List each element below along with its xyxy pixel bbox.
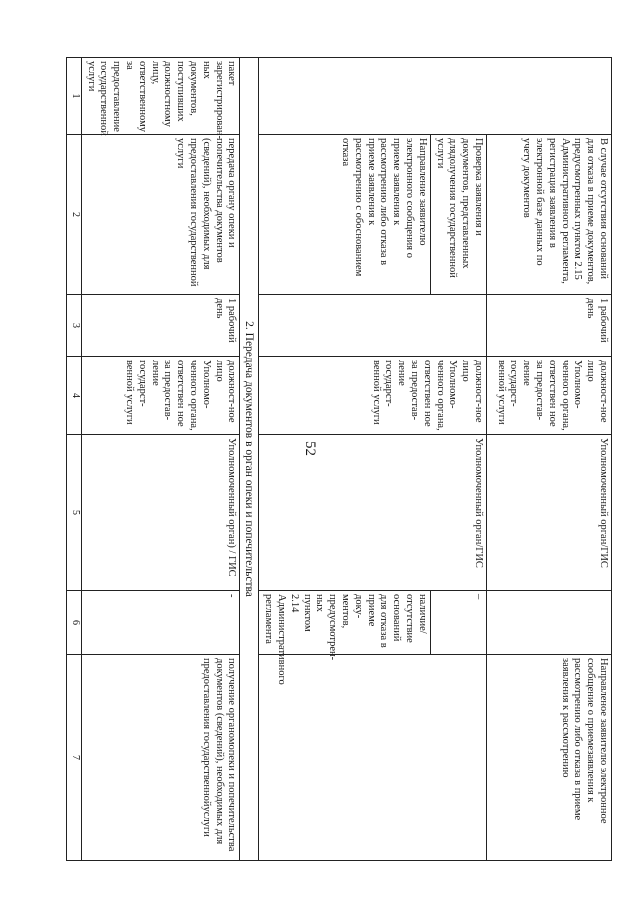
cell-c7 bbox=[259, 655, 487, 861]
cell-c4: должност-ное лицо Уполномо-ченного органа, ответствен ное за предостав-ление государст-венной услуги bbox=[487, 357, 612, 435]
column-number: 1 bbox=[66, 58, 81, 135]
cell-c2: Направление заявителю электронного сообщения о приеме заявления к рассмотрению либо отказа в приеме заявления к рассмотрению с обоснованием отказа bbox=[259, 135, 430, 295]
section-row bbox=[240, 58, 259, 861]
cell-c1 bbox=[259, 58, 612, 135]
regulation-table bbox=[66, 57, 612, 861]
cell-c3: 1 рабочий день bbox=[487, 295, 612, 357]
cell-c6 bbox=[487, 591, 612, 655]
cell-c6: - bbox=[81, 591, 240, 655]
column-number: 6 bbox=[66, 591, 81, 655]
cell-c6: наличие/отсутствие оснований для отказа в приеме доку-ментов, предусмотрен-ных пунктом 2.14 Административного регламента bbox=[259, 591, 430, 655]
table-row bbox=[81, 58, 240, 861]
page-number: 52 bbox=[302, 441, 318, 456]
column-number: 7 bbox=[66, 655, 81, 861]
section-title: 2. Передача документов в орган опеки и попечительства bbox=[240, 58, 259, 861]
cell-c2: передача органу опеки и попечительства документов (сведений), необходимых для предоставления государственной услуги bbox=[81, 135, 240, 295]
cell-c5: Уполномоченный орган/ГИС bbox=[487, 435, 612, 591]
column-number: 4 bbox=[66, 357, 81, 435]
cell-c2: Проверка заявления и документов, представленных длядолучения государственной услуги bbox=[430, 135, 486, 295]
cell-c1: пакет зарегистрирован-ных документов, поступивших должностному лицу, ответственному за предоставление государственной услуги bbox=[81, 58, 240, 135]
column-number: 3 bbox=[66, 295, 81, 357]
cell-c4: должност-ное лицо Уполномо-ченного органа, ответствен ное за предостав-ление государст-венной услуги bbox=[81, 357, 240, 435]
cell-c3 bbox=[259, 295, 487, 357]
column-number-row bbox=[66, 58, 81, 861]
cell-c2: В случае отсутствия оснований для отказа в приеме документов, предусмотренных пунктом 2.15 Административного регламента, регистрация заявления в электронной базе данных по учету документов bbox=[487, 135, 612, 295]
cell-c7: получение органомопеки и попечительства документов (сведений), необходимых для предоставления государственнойуслуги bbox=[81, 655, 240, 861]
cell-c3: 1 рабочий день bbox=[81, 295, 240, 357]
column-number: 5 bbox=[66, 435, 81, 591]
cell-c5: Уполномоченный орган/ГИС bbox=[259, 435, 487, 591]
cell-c6: – bbox=[430, 591, 486, 655]
cell-c4: должност-ное лицо Уполномо-ченного органа, ответствен ное за предостав-ление государст-венной услуги bbox=[259, 357, 487, 435]
cell-c7: Направленое заявителю электронное сообщение о приемезаявления к рассмотрению либо отказа в приеме заявления к рассмотрению bbox=[487, 655, 612, 861]
column-number: 2 bbox=[66, 135, 81, 295]
cell-c5: Уполномоченный орган) / ГИС bbox=[81, 435, 240, 591]
table-row bbox=[487, 58, 612, 861]
table-row bbox=[430, 58, 486, 861]
